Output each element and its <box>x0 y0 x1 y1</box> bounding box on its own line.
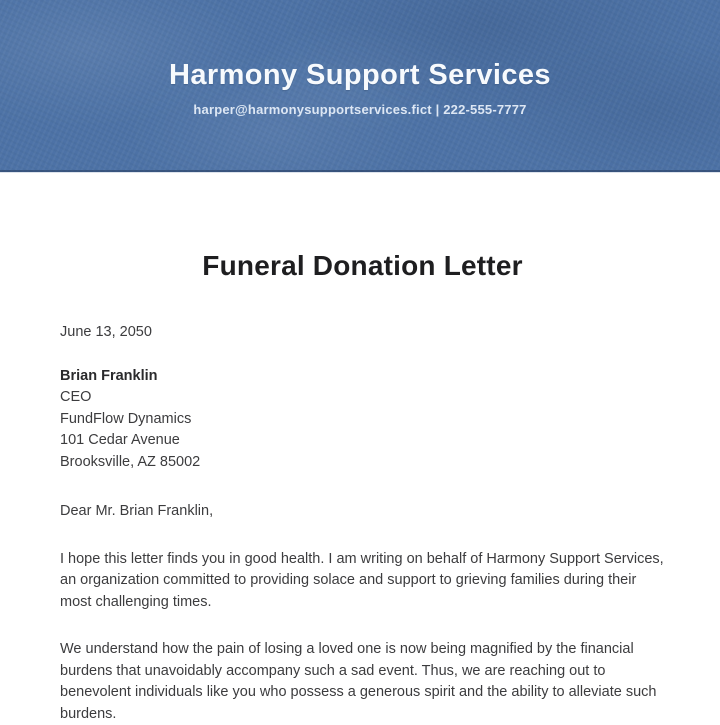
letter-date: June 13, 2050 <box>60 324 152 341</box>
document-title: Funeral Donation Letter <box>202 250 523 281</box>
recipient-address-line2: Brooksville, AZ 85002 <box>60 453 201 470</box>
contact-info: harper@harmonysupportservices.fict | 222-555-7777 <box>193 102 527 118</box>
salutation: Dear Mr. Brian Franklin, <box>60 503 214 520</box>
letterhead-banner <box>0 0 720 172</box>
organization-name: Harmony Support Services <box>169 59 551 92</box>
paragraph-1: I hope this letter finds you in good health. I am writing on behalf of Harmony Support Services, an organization committed to providing solace and support to grieving families during their most challenging times. <box>60 550 664 610</box>
recipient-company: FundFlow Dynamics <box>60 410 192 427</box>
recipient-address-line1: 101 Cedar Avenue <box>60 432 180 449</box>
recipient-block <box>60 366 665 474</box>
letter-body <box>0 172 720 725</box>
paragraph-2: We understand how the pain of losing a loved one is now being magnified by the financial burdens that unavoidably accompany such a sad event. Thus, we are reaching out to benevolent individuals like you who possess a generous spirit and the ability to alleviate such burdens. <box>60 641 657 722</box>
recipient-name: Brian Franklin <box>60 367 158 384</box>
recipient-job-title: CEO <box>60 389 92 406</box>
